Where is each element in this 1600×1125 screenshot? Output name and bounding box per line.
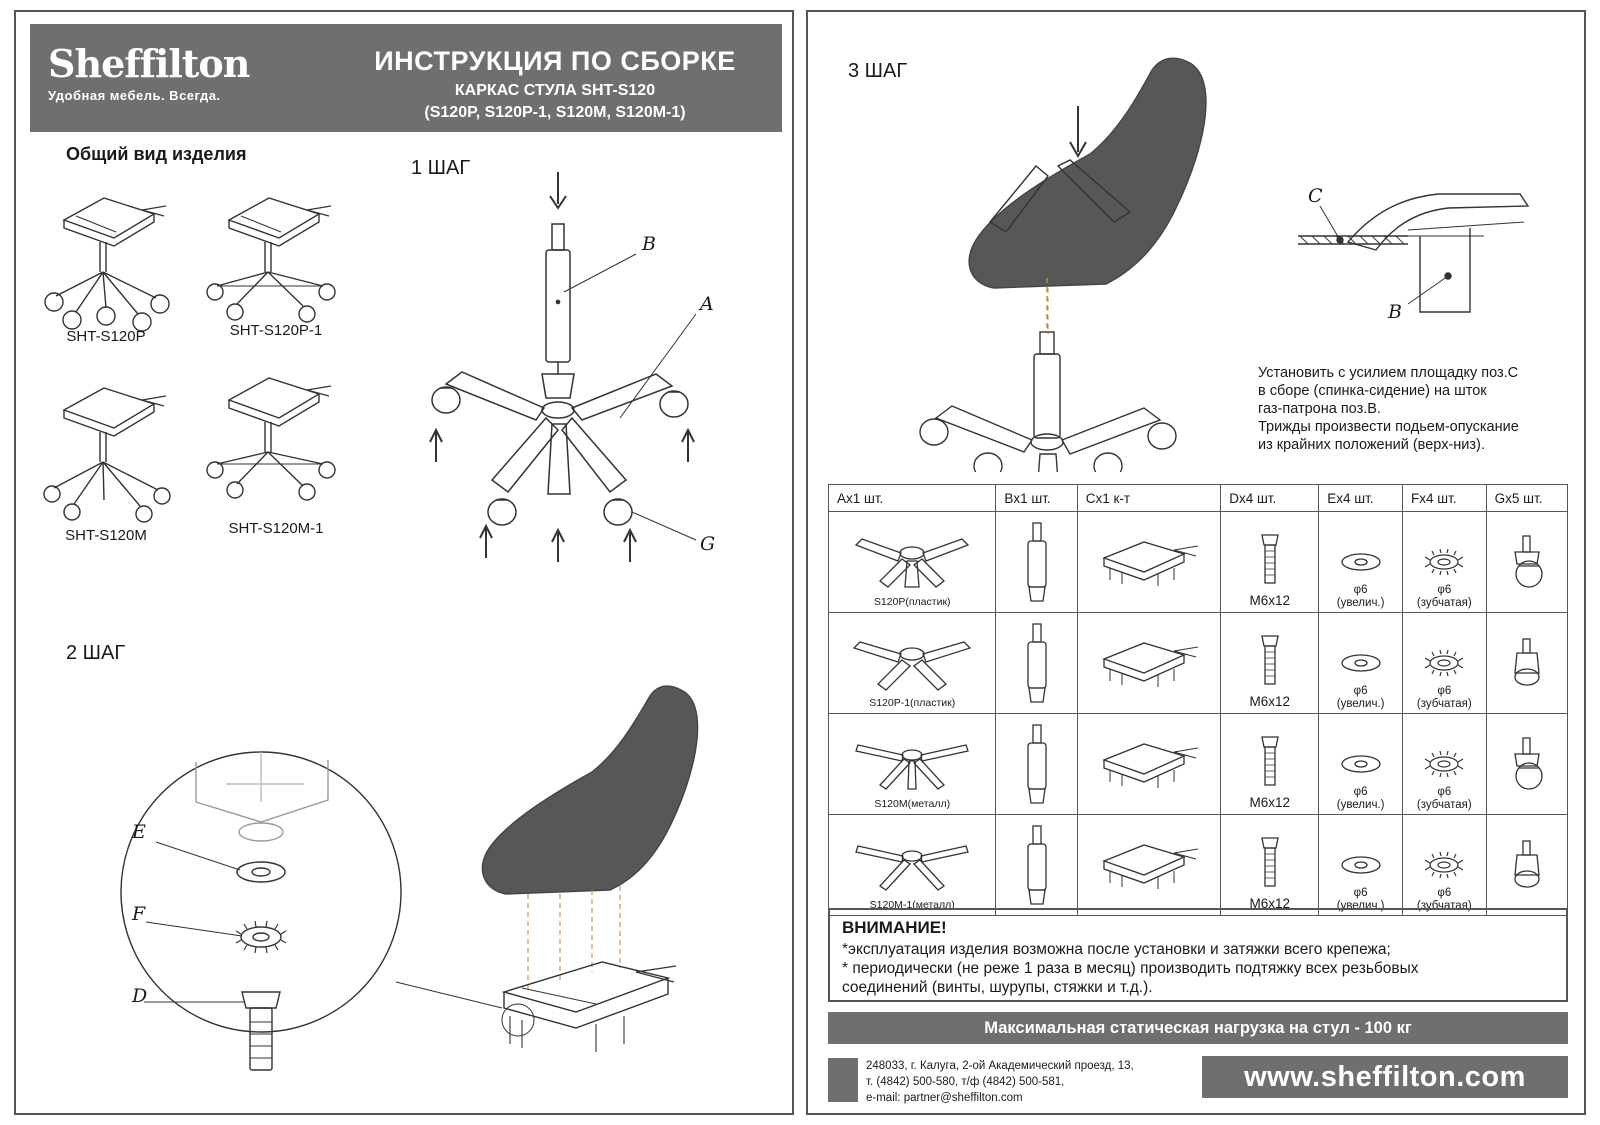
col-f: Fx4 шт. — [1402, 485, 1486, 512]
step-2-illustration — [36, 672, 776, 1102]
cell-base-1 — [829, 613, 996, 714]
step-1-illustration — [406, 162, 786, 602]
table-row — [829, 613, 1568, 714]
brand-slogan: Удобная мебель. Всегда. — [48, 88, 221, 103]
step-2-title: 2 ШАГ — [66, 642, 126, 664]
col-g: Gx5 шт. — [1486, 485, 1567, 512]
col-e: Ex4 шт. — [1319, 485, 1403, 512]
star-washer-spec-0 — [1403, 584, 1486, 610]
step2-callout-f: F — [132, 903, 146, 925]
address-marker — [828, 1058, 858, 1102]
cell-washer-2 — [1319, 714, 1403, 815]
cell-gaslift-3 — [996, 815, 1077, 916]
max-load-banner: Максимальная статическая нагрузка на стул - 100 кг — [828, 1012, 1568, 1044]
washer-spec-1 — [1319, 685, 1402, 711]
step-3-note — [1258, 364, 1578, 454]
washer-dia-2: φ6 — [1353, 786, 1368, 798]
cell-bolt-2 — [1221, 714, 1319, 815]
base-caption-2: S120M(металл) — [874, 798, 951, 810]
cell-base-0 — [829, 512, 996, 613]
model-label-1: SHT-S120P-1 — [229, 322, 323, 339]
step1-callout-g: G — [700, 533, 716, 555]
step-3-illustration — [918, 42, 1298, 472]
cell-gaslift-2 — [996, 714, 1077, 815]
step2-callout-d: D — [132, 985, 148, 1007]
address-line-3: e-mail: partner@sheffilton.com — [866, 1092, 1023, 1104]
address-line-2: т. (4842) 500-580, т/ф (4842) 500-581, — [866, 1076, 1065, 1088]
col-b: Bx1 шт. — [996, 485, 1077, 512]
left-panel — [14, 10, 794, 1115]
col-c: Cx1 к-т — [1077, 485, 1220, 512]
washer-dia-3: φ6 — [1353, 887, 1368, 899]
attention-line-2: * периодически (не реже 1 раза в месяц) производить подтяжку всех резьбовых — [842, 960, 1419, 977]
brand-name: Sheffilton — [48, 41, 250, 86]
cell-star-washer-3 — [1402, 815, 1486, 916]
model-illustrations-top — [26, 170, 356, 530]
cell-washer-1 — [1319, 613, 1403, 714]
star-washer-type-2: (зубчатая) — [1416, 799, 1472, 811]
step-1-title: 1 ШАГ — [411, 157, 471, 179]
cell-gaslift-0 — [996, 512, 1077, 613]
star-washer-dia-3: φ6 — [1437, 887, 1452, 899]
note-line-4: из крайних положений (верх-низ). — [1258, 437, 1485, 453]
step-3-title: 3 ШАГ — [848, 60, 908, 82]
cell-washer-3 — [1319, 815, 1403, 916]
parts-table-header-row — [829, 485, 1568, 512]
cell-base-2 — [829, 714, 996, 815]
address-line-1: 248033, г. Калуга, 2-ой Академический проезд, 13, — [866, 1060, 1134, 1072]
bolt-size-3: M6x12 — [1249, 896, 1290, 911]
bolt-size-0: M6x12 — [1249, 593, 1290, 608]
washer-type-2: (увелич.) — [1336, 799, 1385, 811]
overview-title: Общий вид изделия — [66, 144, 247, 164]
website-banner[interactable]: www.sheffilton.com — [1202, 1056, 1568, 1098]
washer-spec-2 — [1319, 786, 1402, 812]
step1-callout-b: B — [642, 233, 656, 255]
step-3-detail-illustration — [1288, 172, 1548, 342]
cell-washer-0 — [1319, 512, 1403, 613]
cell-bolt-0 — [1221, 512, 1319, 613]
base-caption-1: S120P-1(пластик) — [869, 697, 956, 709]
cell-bracket-2 — [1077, 714, 1220, 815]
washer-dia-0: φ6 — [1353, 584, 1368, 596]
model-label-0: SHT-S120P — [66, 328, 146, 345]
header-bar — [30, 24, 782, 132]
cell-caster-1 — [1486, 613, 1567, 714]
note-line-0: Установить с усилием площадку поз.С — [1258, 365, 1519, 381]
cell-bracket-1 — [1077, 613, 1220, 714]
note-line-1: в сборе (спинка-сидение) на шток — [1258, 383, 1487, 399]
star-washer-type-1: (зубчатая) — [1416, 698, 1472, 710]
cell-caster-0 — [1486, 512, 1567, 613]
model-label-3: SHT-S120M-1 — [228, 520, 324, 537]
cell-bracket-0 — [1077, 512, 1220, 613]
bolt-size-1: M6x12 — [1249, 694, 1290, 709]
washer-type-0: (увелич.) — [1336, 597, 1385, 609]
star-washer-type-0: (зубчатая) — [1416, 597, 1472, 609]
document-subtitle-1: КАРКАС СТУЛА SHT-S120 — [454, 82, 656, 99]
cell-bolt-1 — [1221, 613, 1319, 714]
document-subtitle-2: (S120P, S120P-1, S120M, S120M-1) — [424, 104, 686, 121]
attention-line-1: *эксплуатация изделия возможна после установки и затяжки всего крепежа; — [842, 941, 1391, 958]
step1-callout-a: A — [700, 293, 714, 315]
attention-title: ВНИМАНИЕ! — [842, 918, 947, 937]
cell-bracket-3 — [1077, 815, 1220, 916]
washer-dia-1: φ6 — [1353, 685, 1368, 697]
cell-gaslift-1 — [996, 613, 1077, 714]
document-title: ИНСТРУКЦИЯ ПО СБОРКЕ — [374, 46, 736, 76]
note-line-3: Трижды произвести подьем-опускание — [1258, 419, 1519, 435]
star-washer-spec-1 — [1403, 685, 1486, 711]
step3-callout-b: B — [1388, 301, 1402, 323]
table-row — [829, 815, 1568, 916]
note-line-2: газ-патрона поз.В. — [1258, 401, 1381, 417]
base-caption-3: S120M-1(металл) — [869, 899, 955, 911]
base-caption-0: S120P(пластик) — [873, 596, 951, 608]
table-row — [829, 512, 1568, 613]
parts-table — [828, 484, 1568, 916]
brand-logo — [48, 41, 250, 103]
cell-star-washer-0 — [1402, 512, 1486, 613]
attention-box — [828, 908, 1568, 1002]
bolt-size-2: M6x12 — [1249, 795, 1290, 810]
cell-caster-2 — [1486, 714, 1567, 815]
cell-star-washer-1 — [1402, 613, 1486, 714]
col-d: Dx4 шт. — [1221, 485, 1319, 512]
right-panel — [806, 10, 1586, 1115]
star-washer-spec-2 — [1403, 786, 1486, 812]
table-row — [829, 714, 1568, 815]
star-washer-dia-0: φ6 — [1437, 584, 1452, 596]
star-washer-dia-2: φ6 — [1437, 786, 1452, 798]
washer-spec-0 — [1319, 584, 1402, 610]
cell-base-3 — [829, 815, 996, 916]
washer-type-3: (увелич.) — [1336, 900, 1385, 912]
step3-callout-c: C — [1308, 185, 1323, 207]
col-a: Ax1 шт. — [829, 485, 996, 512]
star-washer-type-3: (зубчатая) — [1416, 900, 1472, 912]
cell-bolt-3 — [1221, 815, 1319, 916]
step2-callout-e: E — [132, 821, 146, 843]
attention-line-3: соединений (винты, шурупы, стяжки и т.д.). — [842, 979, 1153, 996]
star-washer-dia-1: φ6 — [1437, 685, 1452, 697]
cell-caster-3 — [1486, 815, 1567, 916]
company-address — [866, 1058, 1166, 1106]
cell-star-washer-2 — [1402, 714, 1486, 815]
washer-type-1: (увелич.) — [1336, 698, 1385, 710]
model-label-2: SHT-S120M — [65, 527, 147, 544]
